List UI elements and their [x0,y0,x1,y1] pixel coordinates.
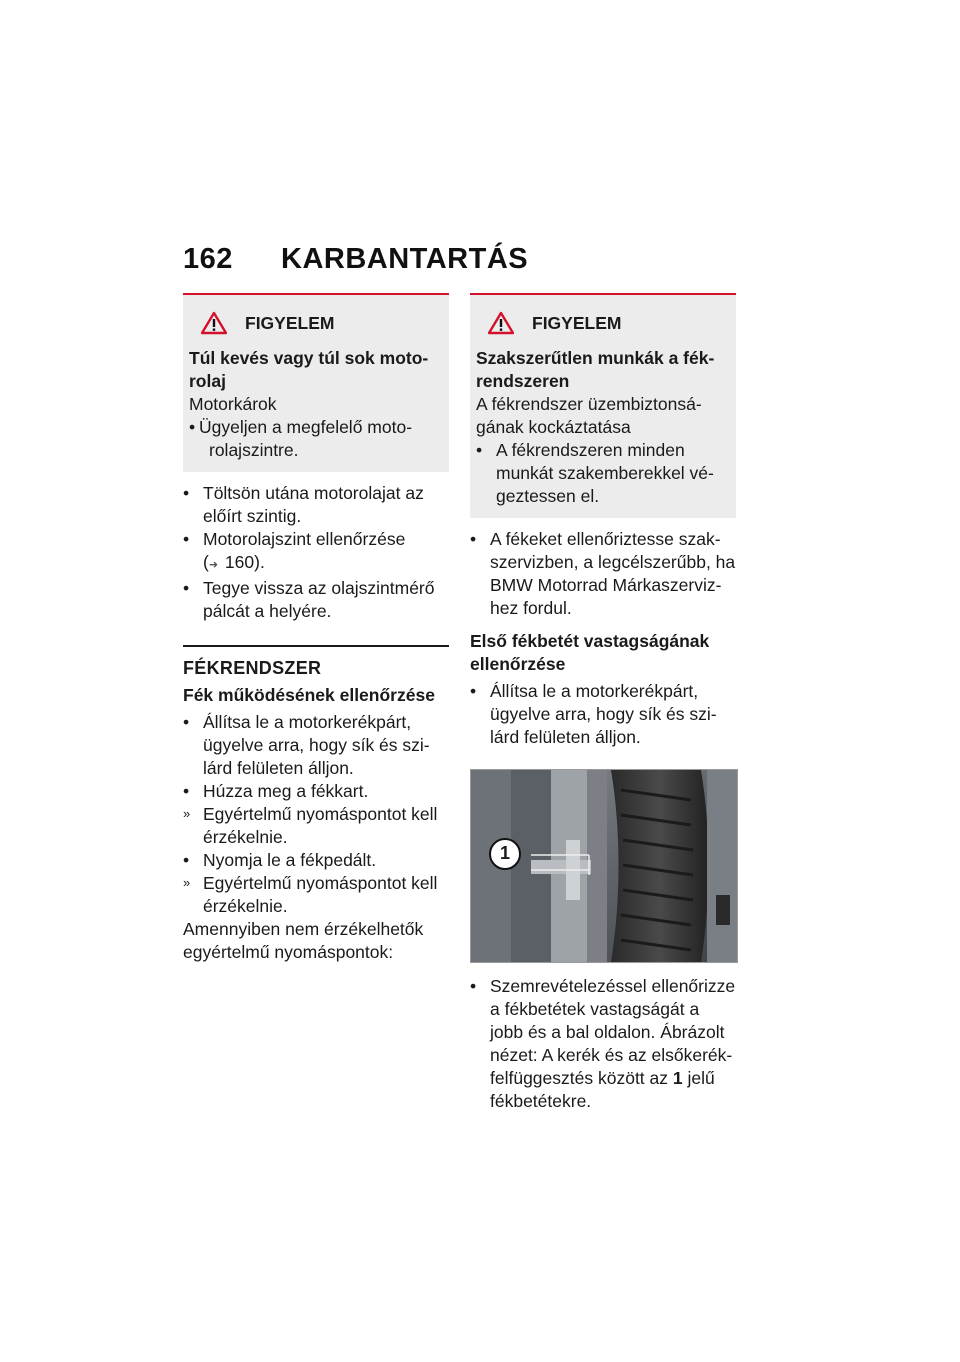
warning-heading: Túl kevés vagy túl sok motorolaj [189,348,429,391]
section-title: FÉKRENDSZER [183,658,322,678]
step-item [183,711,449,780]
warning-title [189,311,441,335]
step-item [183,849,449,872]
warning-bullet [476,439,728,508]
section-rule [183,645,449,647]
subsection-title: Első fékbetét vastagságának ellenőrzése [470,631,710,674]
step-text: • Állítsa le a motorkerékpárt, ügyelve arra, hogy sík és szilárd felületen álljon. [490,681,717,747]
warning-label: FIGYELEM [245,312,335,333]
brake-photo-illustration [471,770,737,962]
callout-reference: 1 [672,1068,683,1088]
warning-cause: Motorkárok [189,394,277,414]
step-item [470,975,736,1113]
step-item [470,680,736,749]
photo-callout-label: 1 [499,843,510,863]
step-text: • Húzza meg a fékkart. [203,781,369,801]
result-text: » Egyértelmű nyomáspontot kell érzékelnie. [203,804,438,847]
warning-cause: A fékrendszer üzembiztonságának kockáztatása [476,394,702,437]
warning-triangle-icon [488,311,514,335]
step-text-part: Szemrevételezéssel ellenőrizze a fékbetétek vastagságát a jobb és a bal oldalon. Ábrázolt nézet: A kerék és az elsőkerék-felfüggesztés között az [490,976,736,1088]
arrow-right-icon: ➜ [208,559,219,571]
step-text: • Tegye vissza az olajszintmérő pálcát a helyére. [203,578,435,621]
warning-bullet-text: • Ügyeljen a megfelelő motorolajszintre. [199,417,413,460]
page-header [183,243,528,276]
step-text: • Töltsön utána motorolajat az előírt szintig. [203,483,424,526]
step-item [183,482,449,528]
subsection-title: Fék működésének ellenőrzése [183,685,435,705]
right-column [470,293,736,1113]
result-item [183,803,449,849]
result-item [183,872,449,918]
step-text: • Motorolajszint ellenőrzése [203,529,406,549]
warning-bullet [189,416,441,462]
step-text: • Állítsa le a motorkerékpárt, ügyelve arra, hogy sík és szilárd felületen álljon. [203,712,430,778]
step-text: • Nyomja le a fékpedált. [203,850,377,870]
page-reference[interactable]: (➜ 160). [203,552,265,572]
warning-heading: Szakszerűtlen munkák a fékrendszeren [476,348,715,391]
warning-label: FIGYELEM [532,312,622,333]
warning-box [183,295,449,472]
step-text: • A fékeket ellenőriztesse szakszervizben, a legcélszerűbb, ha BMW Motorrad Márkaszervizhez fordul. [490,529,736,618]
closing-text: Amennyiben nem érzékelhetők egyértelmű nyomáspontok: [183,919,424,962]
warning-title [476,311,728,335]
step-item [470,528,736,620]
page-reference-text: 160). [224,552,265,572]
left-column [183,293,449,964]
step-item [183,577,449,623]
warning-triangle-icon [201,311,227,335]
brake-pad-photo [470,769,738,963]
warning-box [470,295,736,518]
step-text [480,975,736,1113]
result-text: » Egyértelmű nyomáspontot kell érzékelnie. [203,873,438,916]
step-text-part: jelű fékbetétekre. [490,1068,715,1111]
page-title: KARBANTARTÁS [281,243,529,275]
page-number: 162 [183,243,233,275]
step-item [183,780,449,803]
step-item [183,528,449,577]
warning-bullet-text: • A fékrendszeren minden munkát szakemberekkel végeztessen el. [496,440,714,506]
